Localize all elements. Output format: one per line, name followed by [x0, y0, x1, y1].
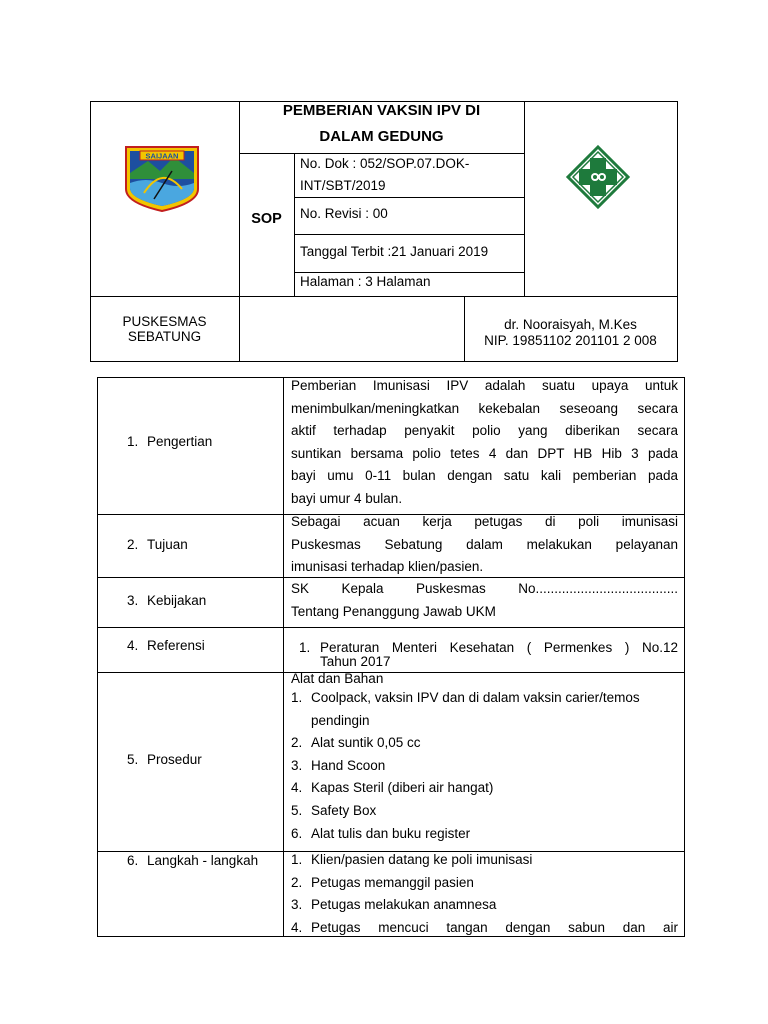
puskesmas-cross-logo — [565, 144, 631, 210]
section-label-prosedur: 5. Prosedur — [127, 752, 202, 767]
list-item: 3. Petugas melakukan anamnesa — [291, 897, 497, 913]
section-label-kebijakan: 3. Kebijakan — [127, 593, 207, 608]
section-content-referensi: 1. Peraturan Menteri Kesehatan ( Permenkes ) No.12 Tahun 2017 — [299, 640, 678, 669]
list-item: 1. Klien/pasien datang ke poli imunisasi — [291, 852, 533, 867]
section-label-tujuan: 2. Tujuan — [127, 537, 188, 552]
section-content-tujuan: Sebagai acuan kerja petugas di poli imunisasi Puskesmas Sebatung dalam melakukan pelayanan imunisasi terhadap klien/pasien. — [291, 514, 678, 575]
signer-nip: NIP. 19851102 201101 2 008 — [484, 332, 657, 348]
section-content-pengertian: Pemberian Imunisasi IPV adalah suatu upaya untuk menimbulkan/meningkatkan kekebalan seseoang secara aktif terhadap penyakit polio yang diberikan secara suntikan bersama polio tetes 4 dan DPT HB Hib 3 pada bayi umu 0-11 bulan dengan satu kali pemberian pada bayi umur 4 bulan. — [291, 378, 678, 506]
list-item: 2. Alat suntik 0,05 cc — [291, 735, 421, 751]
issue-date: Tanggal Terbit :21 Januari 2019 — [300, 244, 489, 259]
list-item: 4. Kapas Steril (diberi air hangat) — [291, 780, 494, 796]
sop-title-line1: PEMBERIAN VAKSIN IPV DI — [282, 102, 481, 119]
section-content-kebijakan: SK Kepala Puskesmas No...................................... Tentang Penanggung Jawab UKM — [291, 581, 678, 619]
sop-title-line2: DALAM GEDUNG — [319, 128, 444, 145]
list-item: pendingin — [311, 712, 370, 728]
list-item: 6. Alat tulis dan buku register — [291, 825, 471, 841]
section-content-langkah — [291, 849, 678, 939]
logo-left-text: SAIJAAN — [145, 151, 179, 161]
puskesmas-name-line1: PUSKESMAS — [122, 314, 207, 329]
signer-name: dr. Nooraisyah, M.Kes — [504, 317, 637, 332]
section-label-pengertian: 1. Pengertian — [127, 434, 213, 449]
puskesmas-name-line2: SEBATUNG — [127, 329, 202, 344]
prosedur-intro: Alat dan Bahan — [291, 671, 384, 686]
list-item: 1. Coolpack, vaksin IPV dan di dalam vaksin carier/temos — [291, 690, 640, 705]
revision-number: No. Revisi : 00 — [300, 206, 388, 221]
section-label-referensi: 4. Referensi — [127, 638, 205, 653]
list-item: 3. Hand Scoon — [291, 757, 386, 773]
doc-number-line1: No. Dok : 052/SOP.07.DOK- — [300, 156, 470, 171]
page-count: Halaman : 3 Halaman — [300, 274, 431, 289]
list-item: 4. Petugas mencuci tangan dengan sabun dan air — [291, 919, 678, 935]
list-item: 2. Petugas memanggil pasien — [291, 874, 474, 890]
sop-label: SOP — [251, 211, 282, 227]
list-item: 5. Safety Box — [291, 802, 377, 818]
regional-emblem-logo — [124, 143, 200, 213]
section-label-langkah: 6. Langkah - langkah — [127, 853, 259, 868]
doc-number-line2: INT/SBT/2019 — [300, 178, 386, 193]
section-content-prosedur — [291, 671, 681, 845]
